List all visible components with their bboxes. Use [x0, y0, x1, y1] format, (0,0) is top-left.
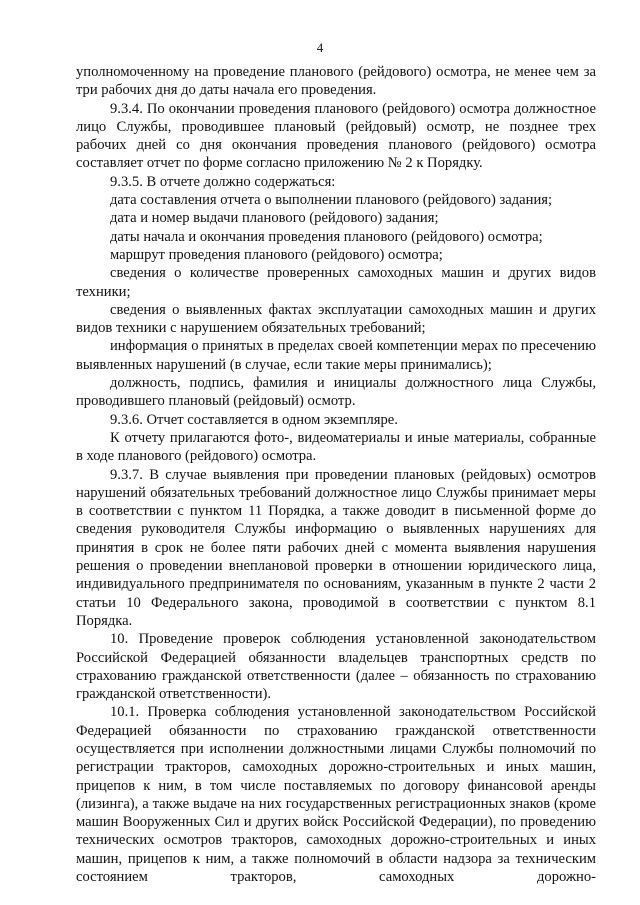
report-item-measures: информация о принятых в пределах своей компетенции мерах по пресечению выявленных нарушений (в случае, если такие меры принимались);	[76, 338, 596, 373]
report-item-machines-count: сведения о количестве проверенных самоходных машин и других видов техники;	[76, 265, 596, 300]
paragraph-continuation: уполномоченному на проведение планового (рейдового) осмотра, не менее чем за три рабочих дня до даты начала его проведения.	[76, 64, 596, 99]
paragraph-10-1: 10.1. Проверка соблюдения установленной законодательством Российской Федерацией обязанности по страхованию гражданской ответственности осуществляется при исполнении должностными лицами Службы полномочий по регистрации тракторов, самоходных дорожно-строительных и иных машин, прицепов к ним, в том числе поставляемых по договору финансовой аренды (лизинга), а также выдаче на них государственных регистрационных знаков (кроме машин Вооруженных Сил и других войск Российской Федерации), по проведению технических осмотров тракторов, самоходных дорожно-строительных и иных машин, прицепов к ним, а также полномочий в области надзора за техническим состоянием тракторов, самоходных дорожно-	[76, 704, 596, 886]
report-item-date: дата составления отчета о выполнении планового (рейдового) задания;	[110, 192, 553, 209]
page-number: 4	[316, 40, 324, 55]
paragraph-9-3-4: 9.3.4. По окончании проведения планового (рейдового) осмотра должностное лицо Службы, проводившее плановый (рейдовый) осмотр, не позднее трех рабочих дней со дня окончания проведения планового (рейдового) осмотра составляет отчет по форме согласно приложению № 2 к Порядку.	[76, 100, 596, 172]
paragraph-9-3-6: 9.3.6. Отчет составляется в одном экземпляре.	[110, 411, 398, 428]
report-item-route: маршрут проведения планового (рейдового) осмотра;	[110, 246, 443, 263]
paragraph-attachments: К отчету прилагаются фото-, видеоматериалы и иные материалы, собранные в ходе планового (рейдового) осмотра.	[76, 429, 596, 465]
report-item-task-number: дата и номер выдачи планового (рейдового) задания;	[110, 210, 439, 227]
report-item-signature: должность, подпись, фамилия и инициалы должностного лица Службы, проводившего плановый (рейдовый) осмотр.	[76, 375, 596, 410]
paragraph-9-3-5: 9.3.5. В отчете должно содержаться:	[110, 173, 336, 190]
document-body	[76, 63, 596, 886]
report-item-violations-facts: сведения о выявленных фактах эксплуатации самоходных машин и других видов техники с нарушением обязательных требований;	[76, 301, 596, 337]
report-item-dates: даты начала и окончания проведения планового (рейдового) осмотра;	[110, 228, 543, 245]
paragraph-9-3-7: 9.3.7. В случае выявления при проведении плановых (рейдовых) осмотров нарушений обязательных требований должностное лицо Службы принимает меры в соответствии с пунктом 11 Порядка, а также доводит в письменной форме до сведения руководителя Службы информацию о выявленных нарушениях для принятия в срок не более пяти рабочих дней с момента выявления нарушения решения о проведении внеплановой проверки в отношении юридического лица, индивидуального предпринимателя по основаниям, указанным в пункте 2 части 2 статьи 10 Федерального закона, проводимой в соответствии с пунктом 8.1 Порядка.	[76, 466, 596, 629]
section-10-heading: 10. Проведение проверок соблюдения установленной законодательством Российской Федерацией обязанности владельцев транспортных средств по страхованию гражданской ответственности (далее – обязанность по страхованию гражданской ответственности).	[76, 631, 596, 703]
